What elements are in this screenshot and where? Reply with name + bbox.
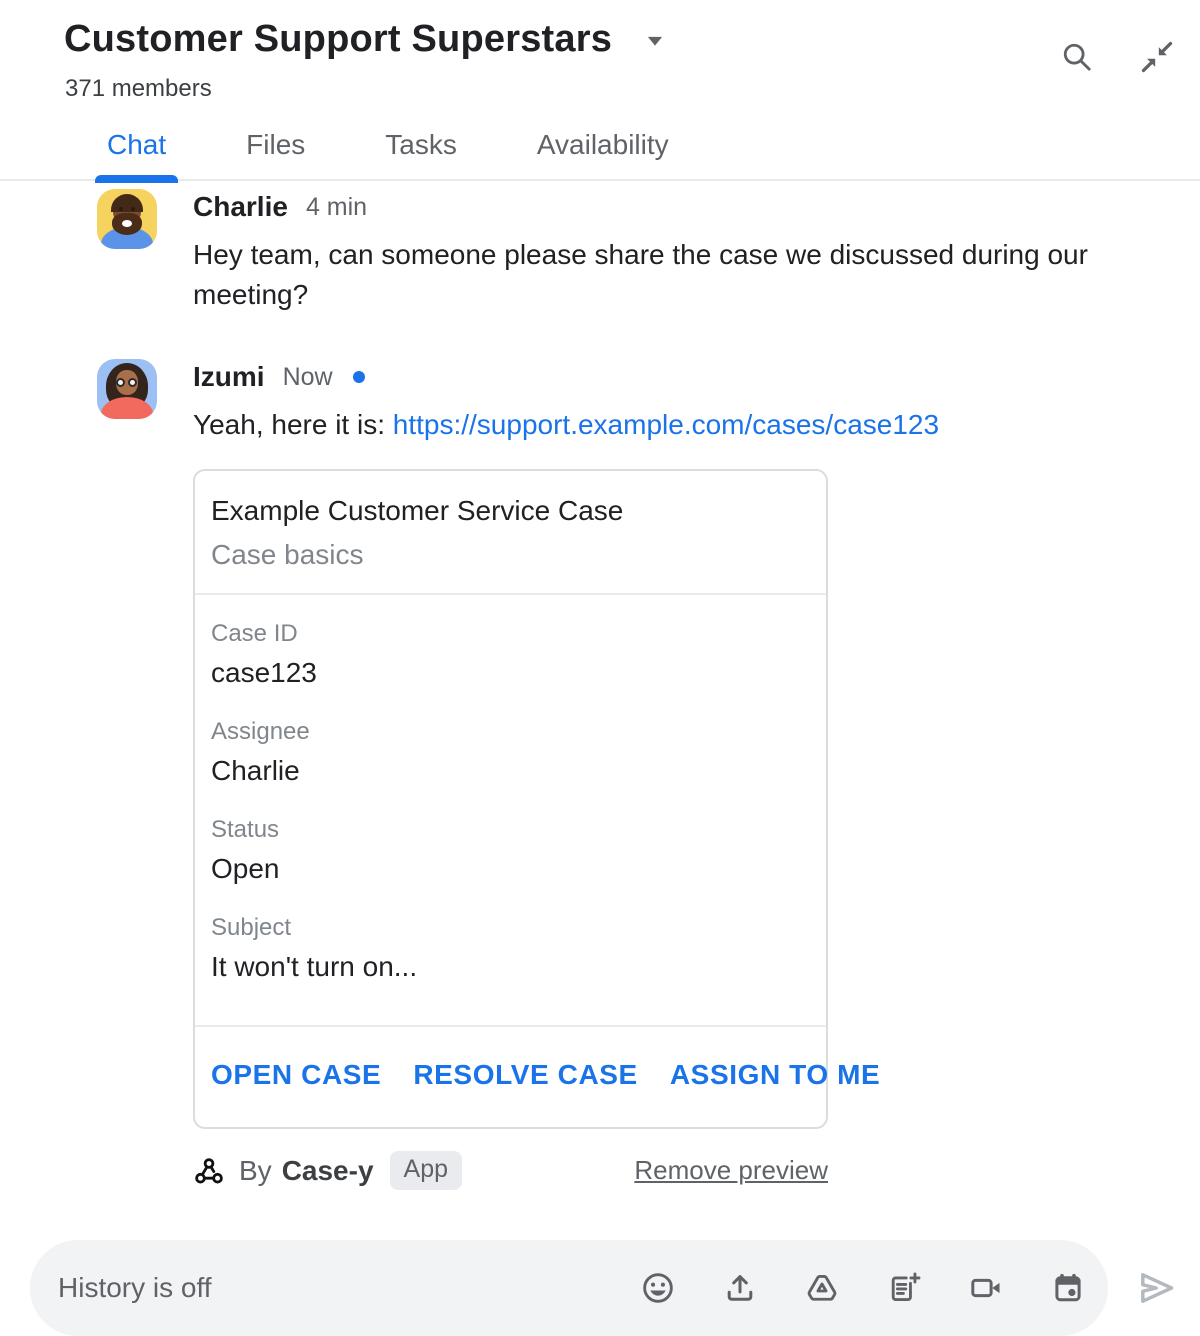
field-value: case123 — [211, 657, 317, 688]
app-attribution — [193, 1151, 828, 1190]
open-case-button[interactable]: OPEN CASE — [211, 1059, 382, 1090]
active-tab-indicator — [95, 175, 178, 183]
field-label: Assignee — [211, 718, 310, 745]
message-text-prefix: Yeah, here it is: — [193, 409, 393, 440]
send-icon — [1134, 1265, 1180, 1311]
tab-chat-label: Chat — [107, 129, 167, 160]
tab-bar — [107, 129, 1200, 179]
field-assignee — [211, 717, 810, 789]
calendar-button[interactable] — [1050, 1270, 1086, 1306]
message-izumi — [97, 359, 1200, 1190]
message-charlie — [97, 189, 1200, 315]
add-task-button[interactable] — [886, 1270, 922, 1306]
new-message-dot — [353, 371, 365, 383]
send-button[interactable] — [1134, 1265, 1180, 1311]
space-menu-button[interactable] — [638, 23, 672, 57]
drive-icon — [804, 1270, 840, 1306]
case-link[interactable]: https://support.example.com/cases/case123 — [392, 409, 940, 440]
tab-files[interactable] — [246, 129, 305, 179]
sender-name: Izumi — [193, 361, 265, 392]
search-icon — [1060, 40, 1094, 74]
sender-name: Charlie — [193, 191, 288, 222]
card-title: Example Customer Service Case — [211, 495, 624, 526]
app-name: Case-y — [281, 1154, 374, 1186]
case-preview-card — [193, 469, 881, 1129]
calendar-icon — [1050, 1270, 1086, 1306]
card-subtitle: Case basics — [211, 539, 364, 570]
field-value: Charlie — [211, 755, 300, 786]
member-count: 371 members — [65, 75, 212, 102]
field-value: It won't turn on... — [211, 951, 418, 982]
emoji-icon — [640, 1270, 676, 1306]
add-task-icon — [886, 1270, 922, 1306]
remove-preview-link[interactable]: Remove preview — [634, 1155, 828, 1185]
space-title: Customer Support Superstars — [64, 18, 613, 60]
field-label: Subject — [211, 914, 292, 941]
field-case-id — [211, 619, 810, 691]
tab-tasks[interactable] — [385, 129, 457, 179]
video-call-button[interactable] — [968, 1270, 1004, 1306]
message-timestamp: 4 min — [305, 192, 368, 221]
video-call-icon — [968, 1270, 1004, 1306]
message-text — [193, 405, 939, 445]
message-list — [0, 181, 1200, 1204]
emoji-button[interactable] — [640, 1270, 676, 1306]
drive-button[interactable] — [804, 1270, 840, 1306]
app-badge: App — [390, 1151, 462, 1190]
avatar-izumi[interactable] — [97, 359, 157, 419]
upload-icon — [722, 1270, 758, 1306]
field-value: Open — [211, 853, 280, 884]
field-subject — [211, 913, 810, 985]
webhook-icon — [193, 1155, 225, 1187]
tab-files-label: Files — [246, 129, 306, 160]
composer-pill — [30, 1240, 1108, 1336]
tab-chat[interactable] — [107, 129, 166, 179]
by-label: By — [239, 1154, 272, 1186]
upload-button[interactable] — [722, 1270, 758, 1306]
resolve-case-button[interactable]: RESOLVE CASE — [413, 1059, 638, 1090]
tab-tasks-label: Tasks — [385, 129, 457, 160]
tab-availability[interactable] — [537, 129, 669, 179]
search-button[interactable] — [1058, 38, 1096, 76]
collapse-icon — [1139, 39, 1175, 75]
message-text: Hey team, can someone please share the case we discussed during our meeting? — [193, 239, 1088, 310]
tab-availability-label: Availability — [536, 129, 669, 160]
chevron-down-icon — [638, 23, 672, 57]
message-timestamp: Now — [282, 362, 333, 391]
message-composer — [30, 1240, 1180, 1336]
collapse-button[interactable] — [1138, 38, 1176, 76]
field-label: Status — [211, 816, 280, 843]
space-header — [0, 0, 1200, 181]
message-input[interactable]: History is off — [58, 1272, 212, 1303]
field-label: Case ID — [211, 620, 298, 647]
field-status — [211, 815, 810, 887]
assign-to-me-button[interactable]: ASSIGN TO ME — [669, 1059, 881, 1090]
avatar-charlie[interactable] — [97, 189, 157, 249]
